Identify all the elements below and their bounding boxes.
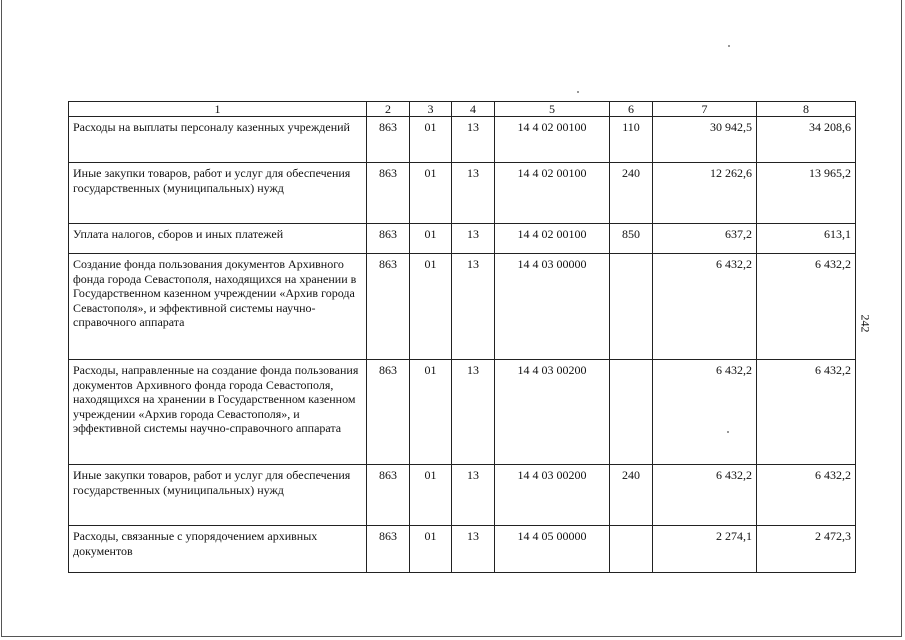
row-target-code: 14 4 03 00000	[495, 254, 610, 360]
row-sum-2: 613,1	[757, 224, 856, 254]
row-expense-type: 240	[610, 163, 653, 224]
row-section: 01	[410, 254, 452, 360]
row-subsection: 13	[452, 254, 495, 360]
column-header: 4	[452, 102, 495, 117]
row-sum-1: 30 942,5	[653, 117, 757, 163]
row-section: 01	[410, 224, 452, 254]
row-sum-1: 2 274,1	[653, 526, 757, 573]
row-admin-code: 863	[367, 360, 410, 465]
column-header: 5	[495, 102, 610, 117]
row-subsection: 13	[452, 117, 495, 163]
row-sum-2: 6 432,2	[757, 465, 856, 526]
table-row	[69, 163, 856, 224]
row-sum-2: 13 965,2	[757, 163, 856, 224]
row-subsection: 13	[452, 465, 495, 526]
row-subsection: 13	[452, 360, 495, 465]
row-sum-2: 6 432,2	[757, 360, 856, 465]
row-section: 01	[410, 360, 452, 465]
row-sum-2: 6 432,2	[757, 254, 856, 360]
column-header: 6	[610, 102, 653, 117]
row-subsection: 13	[452, 163, 495, 224]
table-row	[69, 465, 856, 526]
row-name: Расходы, связанные с упорядочением архивных документов	[69, 526, 367, 573]
row-sum-2: 2 472,3	[757, 526, 856, 573]
row-subsection: 13	[452, 224, 495, 254]
row-section: 01	[410, 526, 452, 573]
row-name: Иные закупки товаров, работ и услуг для обеспечения государственных (муниципальных) нужд	[69, 163, 367, 224]
row-sum-1: 6 432,2	[653, 465, 757, 526]
row-admin-code: 863	[367, 163, 410, 224]
row-section: 01	[410, 117, 452, 163]
row-sum-1: 6 432,2	[653, 360, 757, 465]
table-row	[69, 254, 856, 360]
column-header: 2	[367, 102, 410, 117]
table-row	[69, 117, 856, 163]
row-name: Расходы, направленные на создание фонда пользования документов Архивного фонда города Севастополя, находящихся на хранении в Государственном казенном учреждении «Архив города Севастополя», и эффективной системы научно-справочного аппарата	[69, 360, 367, 465]
row-section: 01	[410, 163, 452, 224]
table-row	[69, 526, 856, 573]
table-header-row	[69, 102, 856, 117]
row-expense-type: 110	[610, 117, 653, 163]
column-header: 3	[410, 102, 452, 117]
row-target-code: 14 4 02 00100	[495, 163, 610, 224]
row-expense-type	[610, 526, 653, 573]
row-name: Иные закупки товаров, работ и услуг для обеспечения государственных (муниципальных) нужд	[69, 465, 367, 526]
table-row	[69, 224, 856, 254]
column-header: 7	[653, 102, 757, 117]
row-target-code: 14 4 02 00100	[495, 224, 610, 254]
budget-table	[68, 101, 856, 573]
row-sum-1: 637,2	[653, 224, 757, 254]
row-expense-type	[610, 360, 653, 465]
row-sum-1: 12 262,6	[653, 163, 757, 224]
row-expense-type: 240	[610, 465, 653, 526]
scan-speck	[577, 91, 579, 93]
row-target-code: 14 4 02 00100	[495, 117, 610, 163]
page-number: 242	[858, 314, 873, 333]
row-name: Создание фонда пользования документов Архивного фонда города Севастополя, находящихся на хранении в Государственном казенном учреждении «Архив города Севастополя», и эффективной системы научно-справочного аппарата	[69, 254, 367, 360]
row-target-code: 14 4 03 00200	[495, 360, 610, 465]
row-expense-type	[610, 254, 653, 360]
row-sum-2: 34 208,6	[757, 117, 856, 163]
row-admin-code: 863	[367, 117, 410, 163]
scan-speck	[728, 45, 730, 47]
row-expense-type: 850	[610, 224, 653, 254]
row-admin-code: 863	[367, 465, 410, 526]
row-admin-code: 863	[367, 254, 410, 360]
row-section: 01	[410, 465, 452, 526]
row-sum-1: 6 432,2	[653, 254, 757, 360]
row-name: Уплата налогов, сборов и иных платежей	[69, 224, 367, 254]
row-admin-code: 863	[367, 526, 410, 573]
row-admin-code: 863	[367, 224, 410, 254]
row-target-code: 14 4 03 00200	[495, 465, 610, 526]
table-row	[69, 360, 856, 465]
column-header: 8	[757, 102, 856, 117]
row-name: Расходы на выплаты персоналу казенных учреждений	[69, 117, 367, 163]
column-header: 1	[69, 102, 367, 117]
row-subsection: 13	[452, 526, 495, 573]
row-target-code: 14 4 05 00000	[495, 526, 610, 573]
